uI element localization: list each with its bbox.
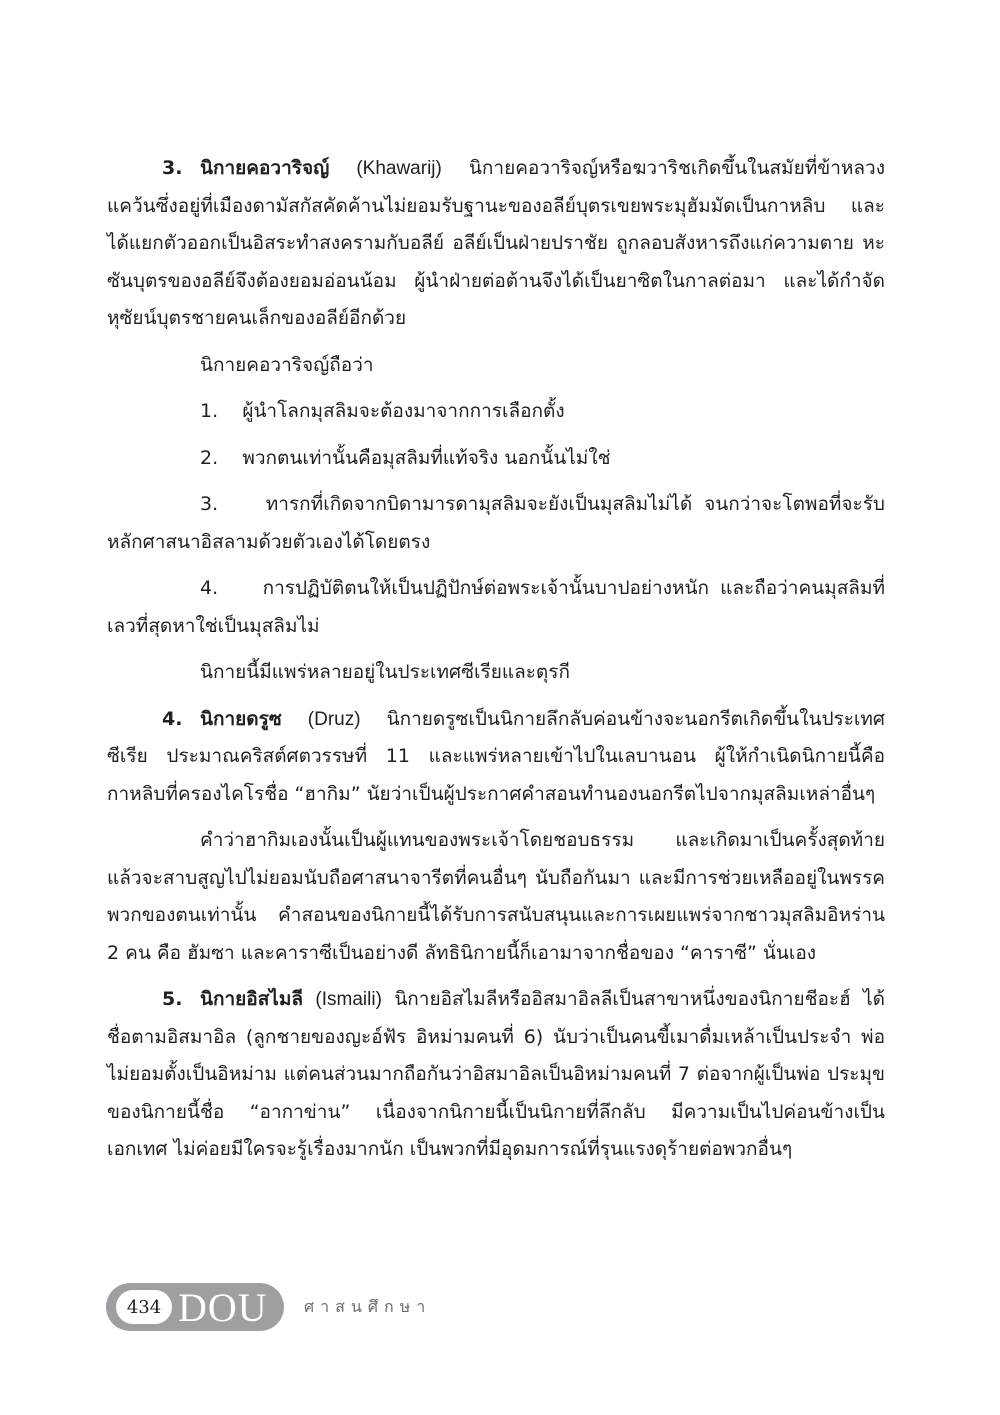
list-item xyxy=(107,570,885,645)
section-4-paragraph xyxy=(107,701,885,814)
section-3-intro: นิกายคอวาริจญ์ถือว่า xyxy=(200,353,374,376)
list-item-text: พวกตนเท่านั้นคือมุสลิมที่แท้จริง นอกนั้นไม่ใช่ xyxy=(242,446,611,469)
section-3-body: นิกายคอวาริจญ์หรือฆวาริชเกิดขึ้นในสมัยที่ข้าหลวงแคว้นซึ่งอยู่ที่เมืองดามัสกัสคัดค้านไม่ยอมรับฐานะของอลีย์บุตรเขยพระมุฮัมมัดเป็นกาหลิบ และได้แยกตัวออกเป็นอิสระทำสงครามกับอลีย์ อลีย์เป็นฝ่ายปราชัย ถูกลอบสังหารถึงแก่ความตาย หะซันบุตรของอลีย์จึงต้องยอมอ่อนน้อม ผู้นำฝ่ายต่อต้านจึงได้เป็นยาซิตในกาลต่อมา และได้กำจัดหุซัยน์บุตรชายคนเล็กของอลีย์อีกด้วย xyxy=(107,157,885,329)
brand-logo: DOU xyxy=(178,1284,268,1330)
list-item-text: ทารกที่เกิดจากบิดามารดามุสลิมจะยังเป็นมุสลิมไม่ได้ จนกว่าจะโตพอที่จะรับหลักศาสนาอิสลามด้วยตัวเองได้โดยตรง xyxy=(107,493,885,553)
section-3-number: 3. xyxy=(162,157,183,179)
section-5-english-term: (Ismaili) xyxy=(315,989,382,1010)
section-3-heading: นิกายคอวาริจญ์ xyxy=(200,157,330,179)
section-4-number: 4. xyxy=(162,707,183,730)
list-item-number: 3. xyxy=(200,493,219,515)
page-footer xyxy=(106,1283,431,1331)
list-item-number: 4. xyxy=(200,577,219,599)
section-3-closing: นิกายนี้มีแพร่หลายอยู่ในประเทศซีเรียและตุรกี xyxy=(200,661,570,683)
list-item-number: 1. xyxy=(200,400,219,422)
section-5-heading: นิกายอิสไมลี xyxy=(200,988,304,1010)
page-number: 434 xyxy=(116,1290,172,1324)
list-item-text: การปฏิบัติตนให้เป็นปฏิปักษ์ต่อพระเจ้านั้นบาปอย่างหนัก และถือว่าคนมุสลิมที่เลวที่สุดหาใช่เป็นมุสลิมไม่ xyxy=(107,577,885,637)
section-5-paragraph xyxy=(107,981,885,1169)
section-4-paragraph-2: คำว่าฮากิมเองนั้นเป็นผู้แทนของพระเจ้าโดยชอบธรรม และเกิดมาเป็นครั้งสุดท้าย แล้วจะสาบสูญไปไม่ยอมนับถือศาสนาจารีตที่คนอื่นๆ นับถือกันมา และมีการช่วยเหลืออยู่ในพรรคพวกของตนเท่านั้น คำสอนของนิกายนี้ได้รับการสนับสนุนและการเผยแพร่จากชาวมุสลิมอิหร่าน 2 คน คือ ฮัมซา และคาราซีเป็นอย่างดี ลัทธินิกายนี้ก็เอามาจากชื่อของ “คาราซี” นั่นเอง xyxy=(107,829,885,964)
list-item xyxy=(107,393,885,431)
list-item xyxy=(107,440,885,478)
section-4-heading: นิกายดรูซ xyxy=(200,707,282,730)
section-3-english-term: (Khawarij) xyxy=(356,158,442,179)
list-item xyxy=(107,486,885,561)
section-5-body: นิกายอิสไมลีหรืออิสมาอิลลีเป็นสาขาหนึ่งของนิกายชีอะฮ์ ได้ชื่อตามอิสมาอิล (ลูกชายของญะอ์ฟัร อิหม่ามคนที่ 6) นับว่าเป็นคนขี้เมาดื่มเหล้าเป็นประจำ พ่อไม่ยอมตั้งเป็นอิหม่าม แต่คนส่วนมากถือกันว่าอิสมาอิลเป็นอิหม่ามคนที่ 7 ต่อจากผู้เป็นพ่อ ประมุขของนิกายนี้ชื่อ “อากาข่าน” เนื่องจากนิกายนี้เป็นนิกายที่ลึกลับ มีความเป็นไปค่อนข้างเป็นเอกเทศ ไม่ค่อยมีใครจะรู้เรื่องมากนัก เป็นพวกที่มีอุดมการณ์ที่รุนแรงดุร้ายต่อพวกอื่นๆ xyxy=(107,988,885,1160)
section-3-paragraph xyxy=(107,150,885,338)
section-4-english-term: (Druz) xyxy=(307,708,361,730)
document-body xyxy=(107,150,885,1169)
footer-badge xyxy=(106,1283,284,1331)
section-4-body: นิกายดรูซเป็นนิกายลึกลับค่อนข้างจะนอกรีตเกิดขึ้นในประเทศซีเรีย ประมาณคริสต์ศตวรรษที่ 11 และแพร่หลายเข้าไปในเลบานอน ผู้ให้กำเนิดนิกายนี้คือกาหลิบที่ครองไคโรชื่อ “ฮากิม” นัยว่าเป็นผู้ประกาศคำสอนทำนองนอกรีตไปจากมุสลิมเหล่าอื่นๆ xyxy=(107,707,885,805)
course-title: ศาสนศึกษา xyxy=(304,1296,432,1316)
list-item-text: ผู้นำโลกมุสลิมจะต้องมาจากการเลือกตั้ง xyxy=(242,400,565,422)
section-5-number: 5. xyxy=(162,988,183,1010)
list-item-number: 2. xyxy=(200,446,219,469)
